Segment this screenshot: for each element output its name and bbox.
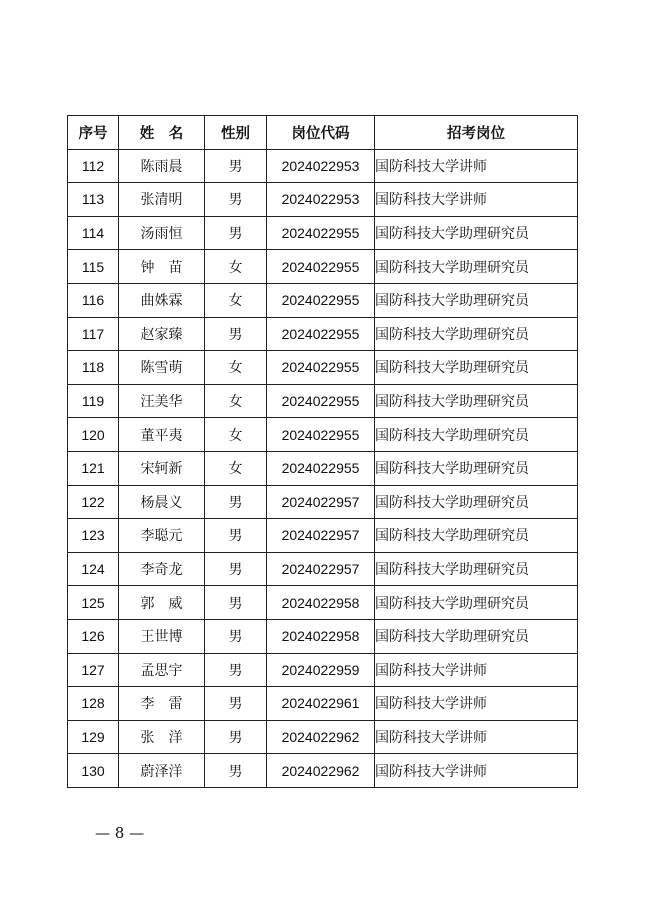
cell-code: 2024022957 xyxy=(267,519,375,553)
cell-position: 国防科技大学助理研究员 xyxy=(375,250,578,284)
table-header-row xyxy=(68,116,578,150)
cell-code: 2024022953 xyxy=(267,183,375,217)
page-number: — 8 — xyxy=(95,824,145,842)
cell-position: 国防科技大学助理研究员 xyxy=(375,418,578,452)
cell-name: 蔚泽洋 xyxy=(119,754,205,788)
cell-code: 2024022962 xyxy=(267,720,375,754)
header-position: 招考岗位 xyxy=(375,116,578,150)
table-row xyxy=(68,351,578,385)
cell-position: 国防科技大学助理研究员 xyxy=(375,351,578,385)
cell-seq: 126 xyxy=(68,619,119,653)
cell-code: 2024022955 xyxy=(267,418,375,452)
cell-gender: 男 xyxy=(205,619,267,653)
cell-name: 陈雨晨 xyxy=(119,149,205,183)
cell-seq: 123 xyxy=(68,519,119,553)
table-row xyxy=(68,720,578,754)
cell-seq: 128 xyxy=(68,687,119,721)
cell-gender: 男 xyxy=(205,687,267,721)
cell-code: 2024022955 xyxy=(267,351,375,385)
table-row xyxy=(68,317,578,351)
cell-seq: 115 xyxy=(68,250,119,284)
table-row xyxy=(68,619,578,653)
cell-gender: 男 xyxy=(205,183,267,217)
cell-code: 2024022955 xyxy=(267,283,375,317)
cell-gender: 女 xyxy=(205,384,267,418)
cell-name: 李 雷 xyxy=(119,687,205,721)
table-row xyxy=(68,384,578,418)
cell-seq: 120 xyxy=(68,418,119,452)
roster-table xyxy=(67,115,578,788)
cell-code: 2024022955 xyxy=(267,216,375,250)
cell-seq: 124 xyxy=(68,552,119,586)
cell-seq: 113 xyxy=(68,183,119,217)
cell-position: 国防科技大学助理研究员 xyxy=(375,216,578,250)
cell-name: 郭 威 xyxy=(119,586,205,620)
cell-seq: 112 xyxy=(68,149,119,183)
cell-name: 李奇龙 xyxy=(119,552,205,586)
table-row xyxy=(68,418,578,452)
cell-position: 国防科技大学助理研究员 xyxy=(375,519,578,553)
table-row xyxy=(68,687,578,721)
cell-gender: 男 xyxy=(205,653,267,687)
cell-code: 2024022959 xyxy=(267,653,375,687)
cell-gender: 男 xyxy=(205,754,267,788)
header-name: 姓 名 xyxy=(119,116,205,150)
table-row xyxy=(68,216,578,250)
cell-name: 赵家臻 xyxy=(119,317,205,351)
cell-position: 国防科技大学讲师 xyxy=(375,720,578,754)
cell-gender: 男 xyxy=(205,216,267,250)
cell-name: 董平夷 xyxy=(119,418,205,452)
cell-code: 2024022955 xyxy=(267,451,375,485)
cell-position: 国防科技大学讲师 xyxy=(375,754,578,788)
cell-seq: 130 xyxy=(68,754,119,788)
cell-gender: 男 xyxy=(205,519,267,553)
table-row xyxy=(68,552,578,586)
cell-position: 国防科技大学讲师 xyxy=(375,653,578,687)
cell-position: 国防科技大学助理研究员 xyxy=(375,283,578,317)
cell-gender: 男 xyxy=(205,317,267,351)
cell-name: 陈雪萌 xyxy=(119,351,205,385)
cell-code: 2024022955 xyxy=(267,317,375,351)
cell-seq: 114 xyxy=(68,216,119,250)
cell-seq: 127 xyxy=(68,653,119,687)
cell-seq: 129 xyxy=(68,720,119,754)
cell-name: 曲姝霖 xyxy=(119,283,205,317)
cell-seq: 118 xyxy=(68,351,119,385)
table-row xyxy=(68,451,578,485)
cell-position: 国防科技大学助理研究员 xyxy=(375,384,578,418)
cell-gender: 男 xyxy=(205,720,267,754)
cell-code: 2024022957 xyxy=(267,552,375,586)
cell-position: 国防科技大学讲师 xyxy=(375,183,578,217)
table-body xyxy=(68,149,578,787)
cell-name: 张清明 xyxy=(119,183,205,217)
table-row xyxy=(68,485,578,519)
cell-code: 2024022955 xyxy=(267,250,375,284)
cell-gender: 女 xyxy=(205,250,267,284)
cell-position: 国防科技大学助理研究员 xyxy=(375,619,578,653)
cell-gender: 女 xyxy=(205,351,267,385)
cell-code: 2024022961 xyxy=(267,687,375,721)
cell-code: 2024022958 xyxy=(267,586,375,620)
cell-code: 2024022957 xyxy=(267,485,375,519)
cell-position: 国防科技大学助理研究员 xyxy=(375,451,578,485)
header-gender: 性别 xyxy=(205,116,267,150)
cell-code: 2024022962 xyxy=(267,754,375,788)
header-seq: 序号 xyxy=(68,116,119,150)
table-row xyxy=(68,653,578,687)
cell-gender: 女 xyxy=(205,418,267,452)
cell-seq: 116 xyxy=(68,283,119,317)
cell-position: 国防科技大学讲师 xyxy=(375,149,578,183)
table-row xyxy=(68,283,578,317)
cell-seq: 122 xyxy=(68,485,119,519)
cell-gender: 男 xyxy=(205,552,267,586)
cell-name: 李聪元 xyxy=(119,519,205,553)
cell-name: 王世博 xyxy=(119,619,205,653)
cell-position: 国防科技大学助理研究员 xyxy=(375,552,578,586)
cell-seq: 119 xyxy=(68,384,119,418)
table-row xyxy=(68,754,578,788)
cell-gender: 男 xyxy=(205,485,267,519)
cell-code: 2024022958 xyxy=(267,619,375,653)
cell-name: 杨晨义 xyxy=(119,485,205,519)
cell-position: 国防科技大学助理研究员 xyxy=(375,317,578,351)
cell-code: 2024022955 xyxy=(267,384,375,418)
table-row xyxy=(68,586,578,620)
cell-name: 张 洋 xyxy=(119,720,205,754)
cell-gender: 男 xyxy=(205,149,267,183)
cell-name: 汤雨恒 xyxy=(119,216,205,250)
cell-name: 汪美华 xyxy=(119,384,205,418)
cell-seq: 125 xyxy=(68,586,119,620)
cell-gender: 女 xyxy=(205,283,267,317)
table-row xyxy=(68,250,578,284)
cell-name: 钟 苗 xyxy=(119,250,205,284)
cell-gender: 女 xyxy=(205,451,267,485)
table-row xyxy=(68,519,578,553)
header-code: 岗位代码 xyxy=(267,116,375,150)
cell-seq: 121 xyxy=(68,451,119,485)
table-row xyxy=(68,183,578,217)
cell-gender: 男 xyxy=(205,586,267,620)
cell-position: 国防科技大学助理研究员 xyxy=(375,485,578,519)
cell-position: 国防科技大学助理研究员 xyxy=(375,586,578,620)
cell-name: 孟思宇 xyxy=(119,653,205,687)
cell-code: 2024022953 xyxy=(267,149,375,183)
cell-position: 国防科技大学讲师 xyxy=(375,687,578,721)
cell-name: 宋轲新 xyxy=(119,451,205,485)
cell-seq: 117 xyxy=(68,317,119,351)
table-row xyxy=(68,149,578,183)
